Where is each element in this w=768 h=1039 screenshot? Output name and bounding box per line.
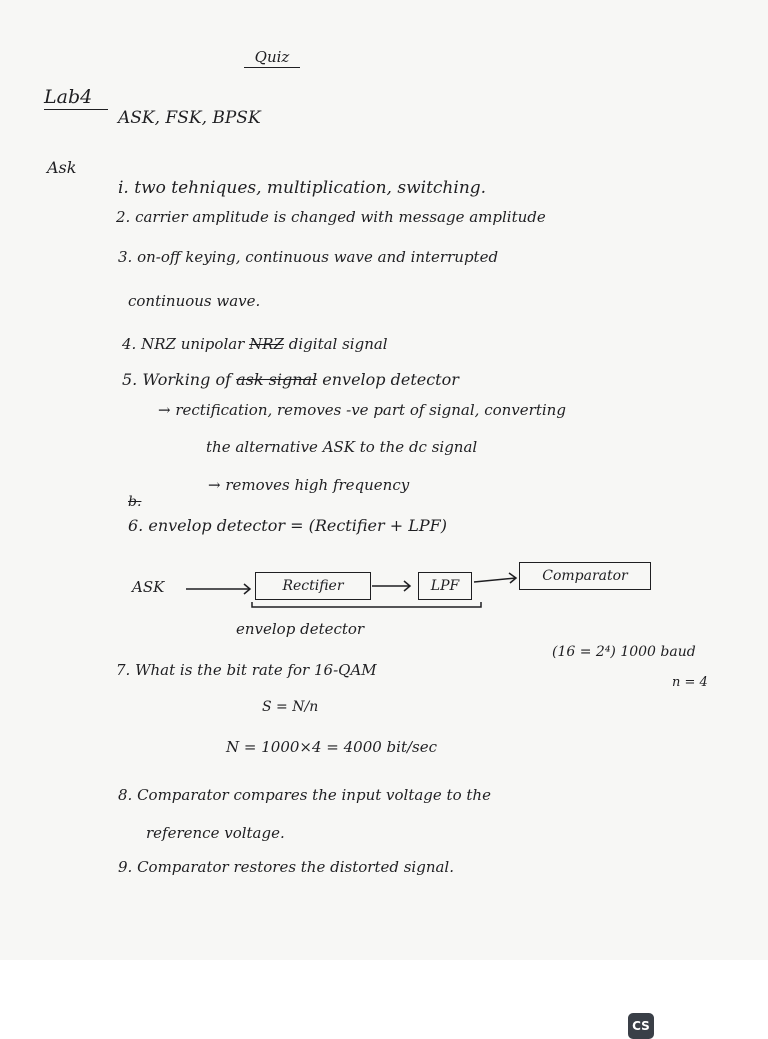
item-4-strikethrough: NRZ [249, 335, 284, 353]
rectifier-block: Rectifier [255, 572, 371, 600]
item-5-prefix: 5. Working of [122, 370, 231, 389]
lab-label: Lab4 [44, 88, 108, 110]
q8-line-1: 8. Comparator compares the input voltage to the [118, 786, 491, 804]
q7-calculation: N = 1000×4 = 4000 bit/sec [226, 738, 438, 756]
lpf-block: LPF [418, 572, 472, 600]
diagram-input-label: ASK [132, 578, 165, 596]
camscanner-logo: CS [628, 1013, 654, 1039]
q9: 9. Comparator restores the distorted signal. [118, 858, 454, 876]
crossed-out-marker: b. [128, 494, 142, 510]
quiz-heading: Quiz [244, 50, 300, 68]
topics-line: ASK, FSK, BPSK [118, 108, 261, 128]
q7-question: 7. What is the bit rate for 16-QAM [116, 661, 377, 679]
q7-n-value: n = 4 [672, 675, 708, 690]
item-3-line-2: continuous wave. [128, 292, 261, 310]
item-5-strikethrough: ask signal [236, 370, 318, 389]
q7-given: (16 = 2⁴) 1000 baud [552, 644, 696, 660]
item-5-point-a: → rectification, removes -ve part of signal, converting [158, 401, 566, 419]
item-5-point-b: the alternative ASK to the dc signal [206, 438, 478, 456]
arrow-lpf-to-comparator [474, 578, 516, 582]
envelop-detector-label: envelop detector [236, 620, 365, 638]
q8-line-2: reference voltage. [146, 824, 285, 842]
q7-formula: S = N/n [262, 699, 319, 715]
item-1: i. two tehniques, multiplication, switching. [118, 178, 487, 198]
item-3-line-1: 3. on-off keying, continuous wave and interrupted [118, 248, 499, 266]
item-5-suffix: envelop detector [322, 370, 459, 389]
item-5-point-c: → removes high frequency [208, 476, 410, 494]
item-4-prefix: 4. NRZ unipolar [122, 335, 245, 353]
item-6: 6. envelop detector = (Rectifier + LPF) [128, 516, 447, 535]
comparator-block: Comparator [519, 562, 651, 590]
item-4-suffix: digital signal [288, 335, 388, 353]
envelop-detector-bracket [252, 602, 481, 607]
item-2: 2. carrier amplitude is changed with message amplitude [116, 208, 546, 226]
bottom-bar [0, 960, 768, 1033]
section-label: Ask [47, 158, 77, 177]
